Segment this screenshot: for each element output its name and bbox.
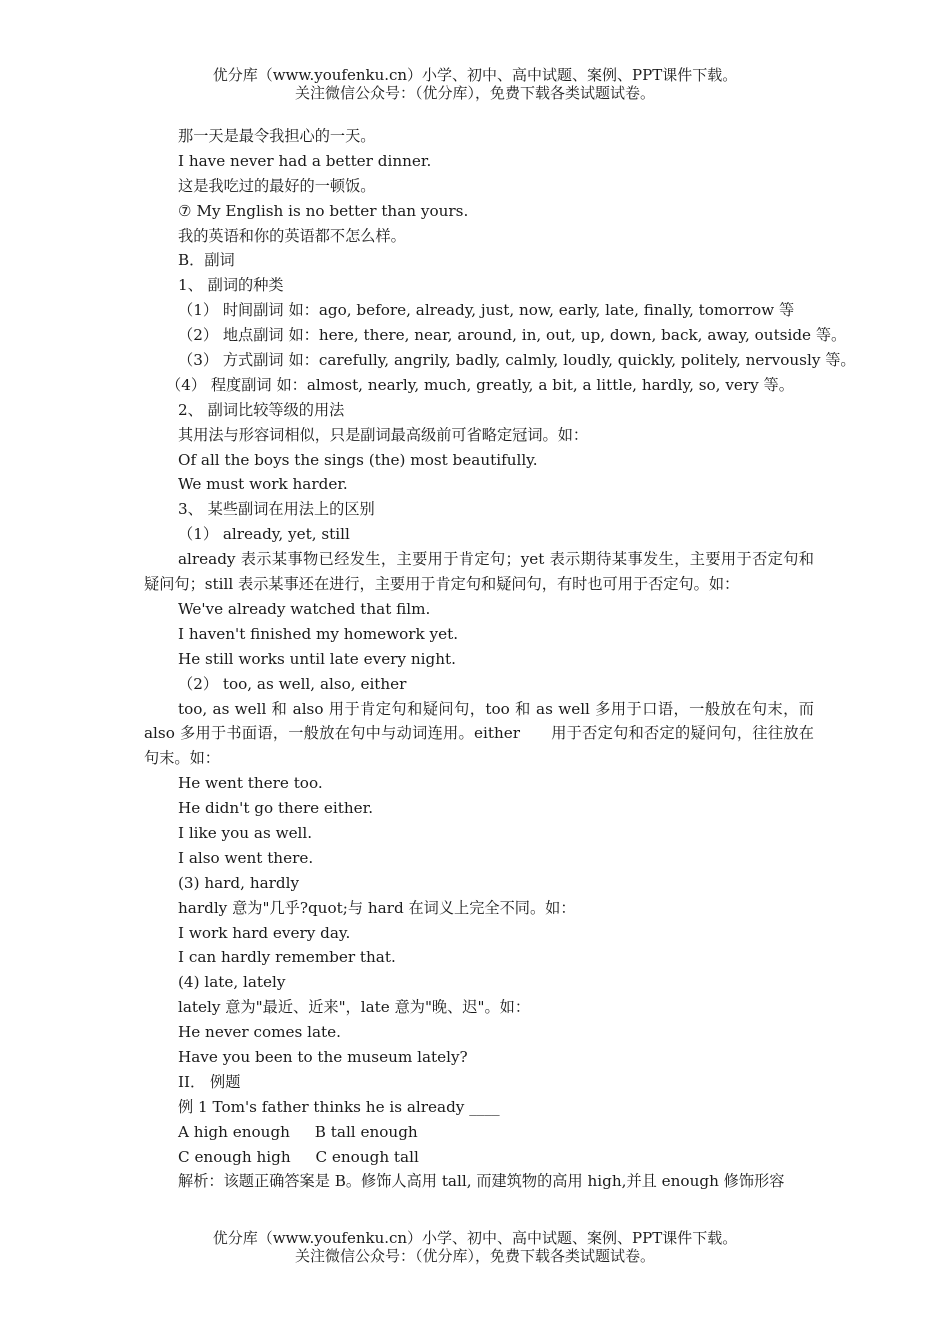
- list-item: （3） 方式副词 如：carefully, angrily, badly, calmly, loudly, quickly, politely, nervously 等。: [178, 351, 856, 370]
- example-sentence: He still works until late every night.: [178, 649, 456, 668]
- item-heading: (4) late, lately: [178, 973, 286, 992]
- answer-options: A high enough B tall enough: [178, 1122, 418, 1141]
- example-sentence: I have never had a better dinner.: [178, 151, 432, 170]
- header-line-2: 关注微信公众号：（优分库），免费下载各类试题试卷。: [294, 84, 655, 102]
- example-sentence: Have you been to the museum lately?: [178, 1048, 468, 1067]
- text-line: lately 意为"最近、近来"，late 意为"晚、迟"。如：: [178, 998, 531, 1017]
- subsection-heading: 1、 副词的种类: [178, 276, 284, 295]
- section-heading: B．副词: [178, 251, 235, 270]
- paragraph-already-yet-still: already 表示某事物已经发生，主要用于肯定句；yet 表示期待某事发生，主要用于否定句和疑问句；still 表示某事还在进行，主要用于肯定句和疑问句，有时也可用于否定句。如：: [144, 550, 814, 594]
- text-line: 这是我吃过的最好的一顿饭。: [178, 176, 376, 195]
- page-header: [0, 66, 950, 102]
- text-line: hardly 意为"几乎?quot;与 hard 在词义上完全不同。如：: [178, 898, 576, 917]
- example-sentence: I haven't finished my homework yet.: [178, 624, 459, 643]
- text-line: 我的英语和你的英语都不怎么样。: [178, 226, 406, 245]
- list-item: （2） 地点副词 如：here, there, near, around, in, out, up, down, back, away, outside 等。: [178, 326, 847, 345]
- item-heading: （2） too, as well, also, either: [178, 674, 407, 693]
- example-sentence: I also went there.: [178, 848, 314, 867]
- example-sentence: He didn't go there either.: [178, 799, 374, 818]
- list-item: （1） 时间副词 如：ago, before, already, just, now, early, late, finally, tomorrow 等: [178, 301, 795, 320]
- document-body: [144, 124, 856, 1194]
- example-sentence: Of all the boys the sings (the) most beautifully.: [178, 450, 538, 469]
- example-sentence: He went there too.: [178, 774, 323, 793]
- subsection-heading: 2、 副词比较等级的用法: [178, 400, 345, 419]
- list-item: （4） 程度副词 如：almost, nearly, much, greatly, a bit, a little, hardly, so, very 等。: [166, 375, 794, 394]
- analysis-text: 解析：该题正确答案是 B。修饰人高用 tall, 而建筑物的高用 high,并且 enough 修饰形容: [178, 1172, 785, 1191]
- paragraph-too-also-either: too, as well 和 also 用于肯定句和疑问句，too 和 as well 多用于口语，一般放在句末，而 also 多用于书面语，一般放在句中与动词连用。either 用于否定句和否定的疑问句，往往放在句末。如：: [144, 699, 814, 768]
- item-heading: （1） already, yet, still: [178, 525, 350, 544]
- item-heading: (3) hard, hardly: [178, 873, 300, 892]
- example-sentence: I like you as well.: [178, 824, 313, 843]
- question-stem: 例 1 Tom's father thinks he is already ____: [178, 1097, 500, 1116]
- example-sentence: I work hard every day.: [178, 923, 351, 942]
- text-line: 其用法与形容词相似，只是副词最高级前可省略定冠词。如：: [178, 425, 589, 444]
- example-sentence: We've already watched that film.: [178, 599, 431, 618]
- page-footer: [0, 1229, 950, 1265]
- footer-line-1: 优分库（www.youfenku.cn）小学、初中、高中试题、案例、PPT课件下载。: [212, 1229, 738, 1247]
- header-line-1: 优分库（www.youfenku.cn）小学、初中、高中试题、案例、PPT课件下载。: [212, 66, 738, 84]
- section-heading: II． 例题: [178, 1072, 241, 1091]
- footer-line-2: 关注微信公众号：（优分库），免费下载各类试题试卷。: [294, 1247, 655, 1265]
- example-sentence: He never comes late.: [178, 1023, 341, 1042]
- example-sentence: ⑦ My English is no better than yours.: [178, 201, 469, 220]
- subsection-heading: 3、 某些副词在用法上的区别: [178, 500, 375, 519]
- example-sentence: I can hardly remember that.: [178, 948, 396, 967]
- answer-options: C enough high C enough tall: [178, 1147, 419, 1166]
- example-sentence: We must work harder.: [178, 475, 348, 494]
- text-line: 那一天是最令我担心的一天。: [178, 127, 376, 145]
